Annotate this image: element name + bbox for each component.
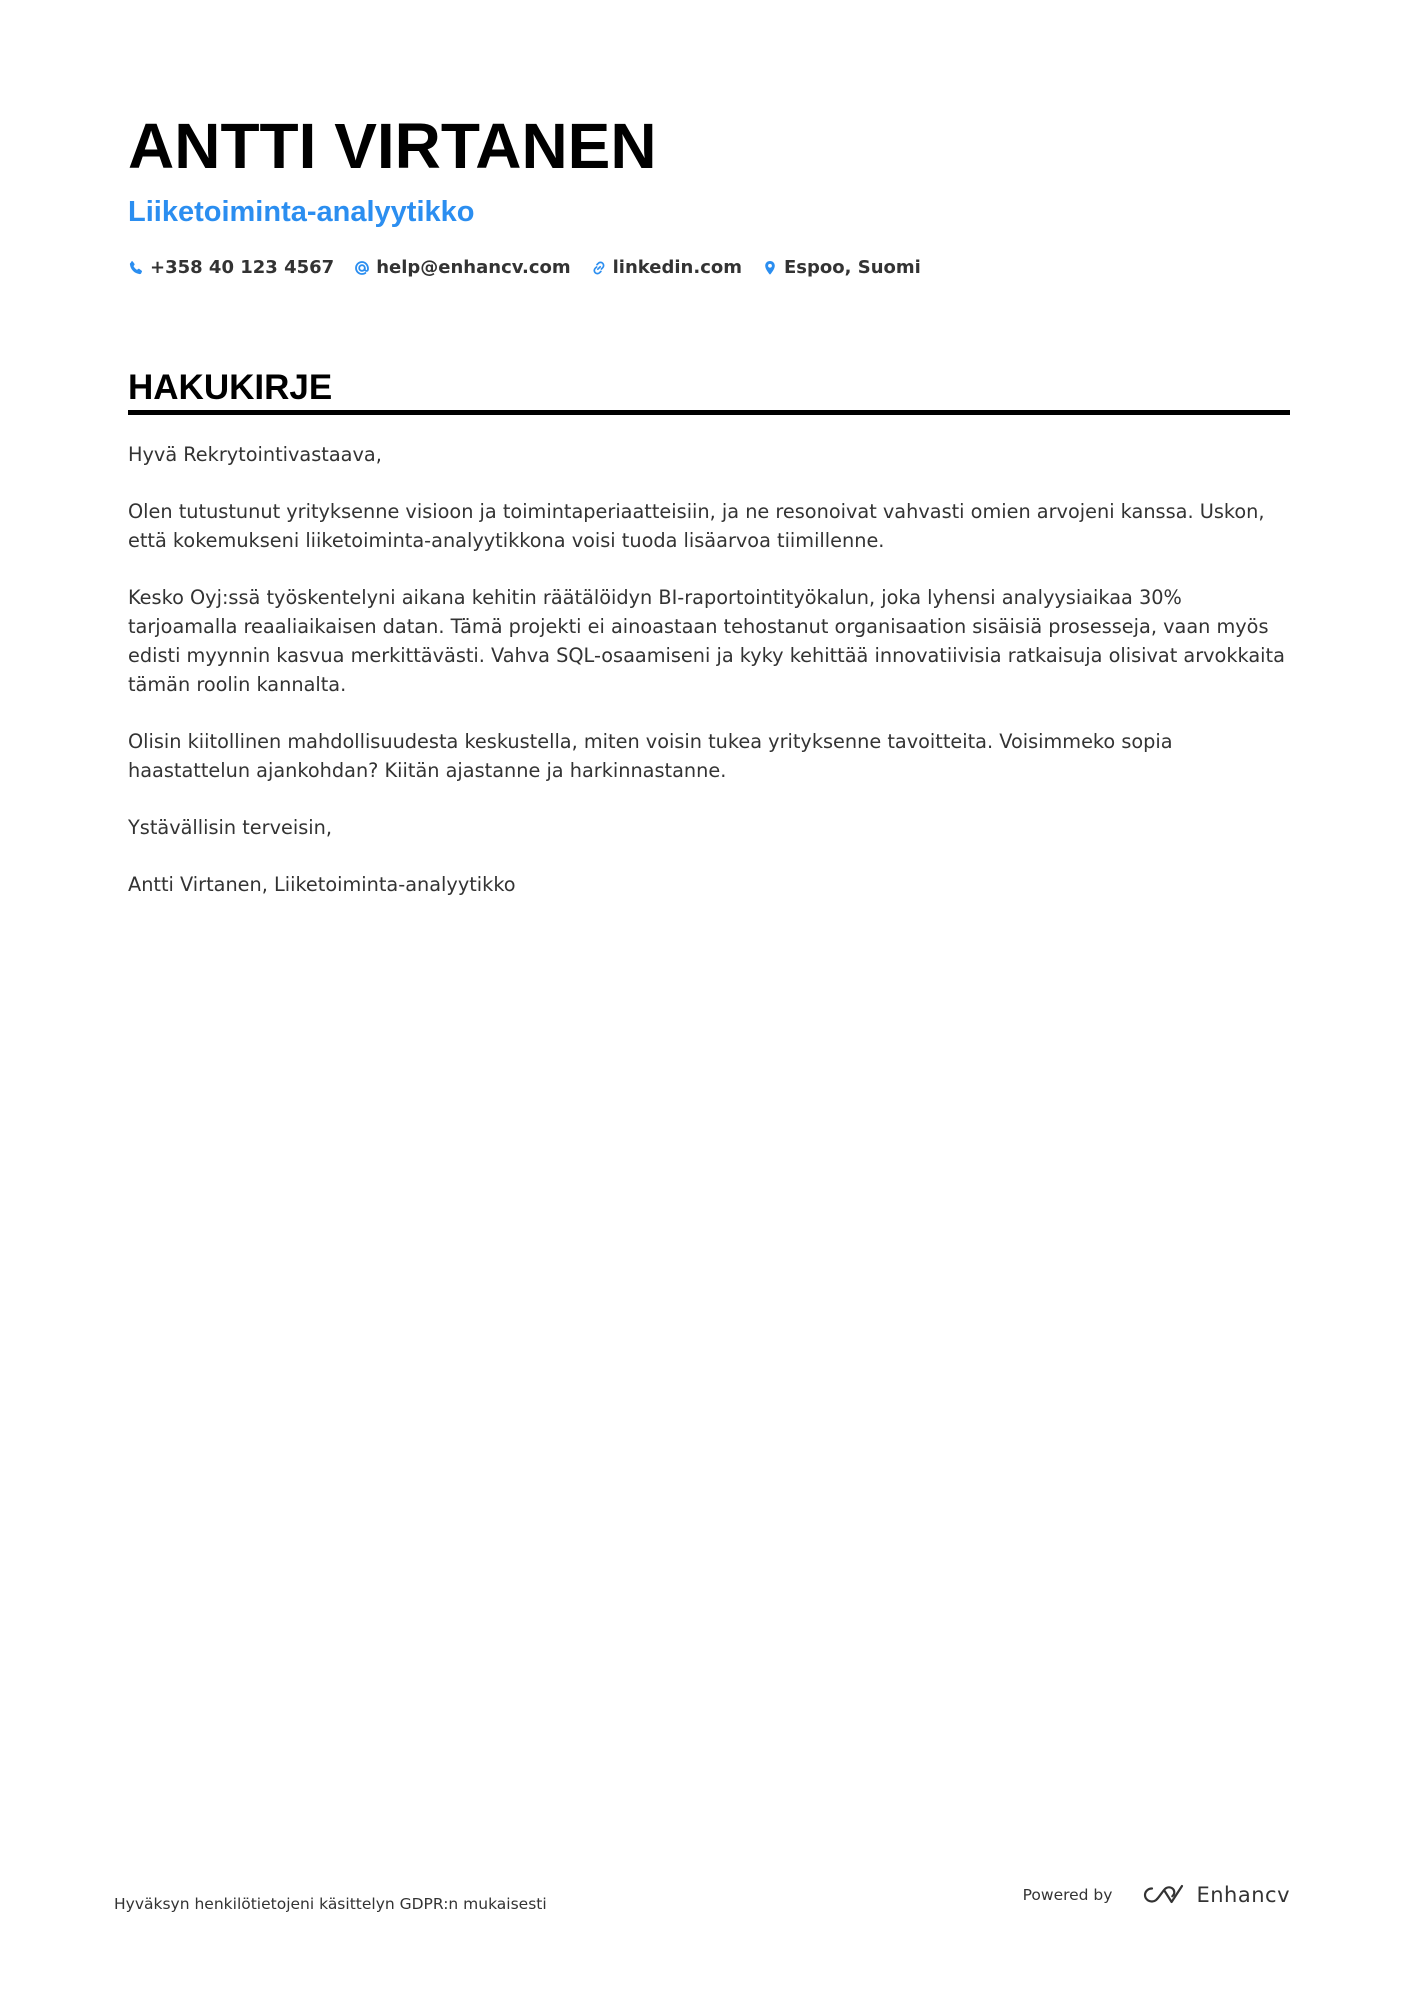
section-divider — [128, 410, 1290, 415]
letter-body — [128, 441, 1290, 929]
contact-bar — [128, 254, 921, 282]
map-pin-icon — [762, 260, 778, 276]
email-text: help@enhancv.com — [376, 257, 571, 278]
contact-email[interactable] — [354, 254, 570, 282]
contact-link[interactable] — [591, 254, 742, 282]
letter-paragraph: Olisin kiitollinen mahdollisuudesta keskustella, miten voisin tukea yrityksenne tavoitteita. Voisimmeko sopia haastattelun ajankohdan? Kiitän ajastanne ja harkinnastanne. — [128, 729, 1173, 782]
at-sign-icon — [354, 260, 370, 276]
applicant-name: ANTTI VIRTANEN — [128, 110, 657, 182]
powered-by-label: Powered by — [1022, 1886, 1113, 1904]
brand-name: Enhancv — [1196, 1883, 1290, 1907]
letter-closing: Ystävällisin terveisin, — [128, 816, 332, 840]
phone-text: +358 40 123 4567 — [150, 257, 335, 278]
letter-signature: Antti Virtanen, Liiketoiminta-analyytikko — [128, 873, 516, 897]
link-text: linkedin.com — [612, 257, 742, 278]
powered-by[interactable] — [1023, 1882, 1290, 1908]
contact-location — [762, 254, 921, 282]
brand-logo — [1138, 1882, 1290, 1908]
letter-paragraph: Olen tutustunut yrityksenne visioon ja toimintaperiaatteisiin, ja ne resonoivat vahvasti omien arvojeni kanssa. Uskon, että kokemukseni liiketoiminta-analyytikkona voisi tuoda lisäarvoa tiimillenne. — [128, 500, 1265, 553]
gdpr-consent-text: Hyväksyn henkilötietojeni käsittelyn GDPR:n mukaisesti — [114, 1895, 547, 1913]
letter-paragraph: Kesko Oyj:ssä työskentelyni aikana kehitin räätälöidyn BI-raportointityökalun, joka lyhensi analyysiaikaa 30% tarjoamalla reaaliaikaisen datan. Tämä projekti ei ainoastaan tehostanut organisaation sisäisiä prosesseja, vaan myös edisti myynnin kasvua merkittävästi. Vahva SQL-osaamiseni ja kyky kehittää innovatiivisia ratkaisuja olisivat arvokkaita tämän roolin kannalta. — [128, 586, 1285, 696]
link-icon — [591, 260, 607, 276]
enhancv-logo-icon — [1138, 1882, 1186, 1908]
section-title: HAKUKIRJE — [128, 368, 333, 407]
applicant-role: Liiketoiminta-analyytikko — [128, 196, 475, 228]
contact-phone[interactable] — [128, 254, 334, 282]
location-text: Espoo, Suomi — [784, 257, 921, 278]
letter-greeting: Hyvä Rekrytointivastaava, — [128, 443, 382, 466]
phone-icon — [128, 260, 144, 276]
